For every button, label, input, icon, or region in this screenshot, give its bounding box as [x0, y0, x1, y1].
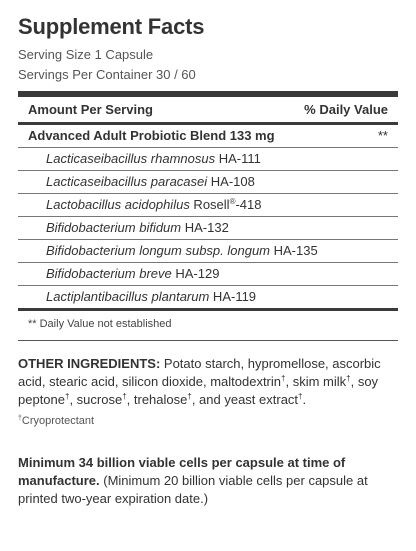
viable-cells-bold: Minimum 34 billion viable cells per capsule at time of manufacture. [18, 455, 346, 488]
daily-value-header: % Daily Value [304, 102, 388, 117]
serving-size: Serving Size 1 Capsule [18, 47, 154, 62]
dagger-mark: † [18, 415, 22, 422]
other-ingredients: OTHER INGREDIENTS: Potato starch, hypromellose, ascorbic acid, stearic acid, silicon dioxide, maltodextrin†, skim milk†, soy peptone†, sucrose†, trehalose†, and yeast extract†. [18, 356, 381, 407]
strain-row [18, 285, 398, 308]
strain-row [18, 193, 398, 216]
strain-row [18, 170, 398, 193]
strain-code: Rosell [189, 197, 230, 212]
strain-code: HA-129 [171, 266, 220, 281]
strain-row [18, 262, 398, 285]
strain-code: HA-135 [270, 243, 318, 258]
other-ingredients-label: OTHER INGREDIENTS: [18, 356, 161, 371]
strain-row [18, 239, 398, 262]
strain-name: Bifidobacterium bifidum [46, 220, 182, 235]
strain-code: HA-108 [207, 174, 255, 189]
strain-name: Bifidobacterium longum subsp. longum [46, 243, 271, 258]
viable-cells-detail: (Minimum 20 billion viable cells per capsule at printed two-year expiration date.) [18, 473, 368, 506]
strain-name: Lacticaseibacillus paracasei [46, 174, 208, 189]
dagger-mark: † [298, 392, 303, 401]
cryoprotectant-note: †Cryoprotectant [18, 415, 95, 427]
strain-name: Bifidobacterium breve [46, 266, 172, 281]
dagger-mark: † [122, 392, 127, 401]
registered-mark: ® [229, 197, 236, 206]
panel-title: Supplement Facts [18, 14, 205, 39]
viable-cells-statement [18, 454, 398, 508]
strain-code: HA-111 [215, 151, 261, 166]
strain-name: Lactobacillus acidophilus [46, 197, 190, 212]
servings-per-container: Servings Per Container 30 / 60 [18, 67, 196, 82]
blend-row [18, 125, 398, 147]
supplement-facts-panel [18, 0, 398, 508]
dagger-mark: † [346, 374, 351, 383]
daily-value-footnote: ** Daily Value not established [28, 318, 172, 330]
strain-code-suffix: -418 [235, 197, 262, 212]
panel-end-divider [18, 340, 398, 341]
strain-name: Lacticaseibacillus rhamnosus [46, 151, 216, 166]
strain-code: HA-119 [209, 289, 257, 304]
amount-header: Amount Per Serving [28, 102, 153, 117]
blend-name: Advanced Adult Probiotic Blend 133 mg [28, 128, 275, 143]
strain-code: HA-132 [181, 220, 229, 235]
blend-daily-value: ** [377, 128, 388, 143]
dagger-mark: † [281, 374, 286, 383]
dagger-mark: † [65, 392, 70, 401]
strain-name: Lactiplantibacillus plantarum [46, 289, 210, 304]
strain-row [18, 147, 398, 170]
dagger-mark: † [187, 392, 192, 401]
table-header [18, 97, 398, 119]
strain-row [18, 216, 398, 239]
